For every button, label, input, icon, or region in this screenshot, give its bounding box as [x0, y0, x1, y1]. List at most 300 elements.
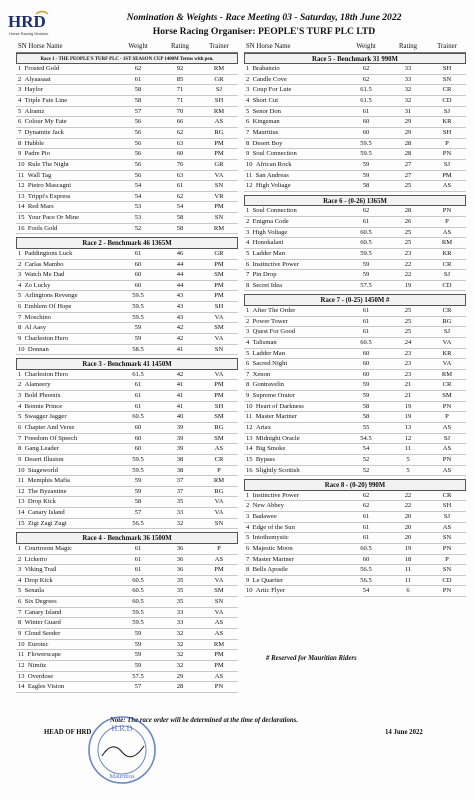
- entry-sn: 4: [18, 97, 22, 105]
- header-weight: Weight: [356, 43, 376, 50]
- entry-sn: 5: [18, 107, 22, 115]
- entry-sn: 10: [246, 587, 253, 595]
- entry-trainer: RM: [213, 477, 225, 485]
- entry-rating: 32: [176, 519, 184, 527]
- entry-row: [244, 466, 466, 477]
- entry-row: [16, 672, 238, 683]
- entry-weight: 59.5: [132, 455, 144, 463]
- entry-weight: 60: [362, 360, 370, 368]
- entry-horse-name: Secret Idea: [252, 281, 283, 289]
- entry-trainer: CD: [442, 97, 452, 105]
- entry-rating: 61: [176, 182, 184, 190]
- entry-horse-name: Winter Guard: [24, 619, 61, 627]
- entry-horse-name: Fools Gold: [27, 224, 58, 232]
- header-rating: Rating: [398, 43, 418, 50]
- entry-rating: 21: [404, 392, 412, 400]
- entry-horse-name: Wall Tag: [27, 171, 52, 179]
- entry-sn: 4: [246, 239, 250, 247]
- sn-horse-cell: [16, 412, 116, 422]
- entry-sn: 7: [18, 608, 22, 616]
- entry-row: [16, 323, 238, 334]
- sn-horse-cell: [244, 491, 344, 501]
- entry-rating: 23: [404, 360, 412, 368]
- entry-horse-name: Rule The Night: [27, 160, 69, 168]
- entry-weight: 54: [134, 182, 142, 190]
- sn-horse-cell: [16, 608, 116, 618]
- entry-row: [16, 497, 238, 508]
- entry-weight: 60: [362, 555, 370, 563]
- entry-rating: 46: [176, 249, 184, 257]
- entry-trainer: AS: [214, 445, 224, 453]
- entry-weight: 54: [362, 445, 370, 453]
- entry-trainer: SM: [214, 587, 224, 595]
- entry-horse-name: Drop Kick: [24, 576, 53, 584]
- entry-rating: 35: [176, 576, 184, 584]
- entry-rating: 20: [404, 512, 412, 520]
- entry-trainer: SH: [442, 502, 452, 510]
- entry-row: [16, 281, 238, 292]
- entry-sn: 1: [18, 249, 22, 257]
- race-title: Race 2 - Benchmark 46 1365M: [16, 237, 238, 249]
- entry-trainer: SM: [214, 271, 224, 279]
- entry-horse-name: Supreme Orator: [252, 392, 295, 400]
- sn-horse-cell: [16, 519, 116, 529]
- entry-weight: 59.5: [132, 292, 144, 300]
- entry-sn: 10: [246, 160, 253, 168]
- entry-horse-name: Arlingtons Revenge: [24, 292, 78, 300]
- entry-row: [244, 338, 466, 349]
- entry-sn: 9: [246, 576, 250, 584]
- sn-horse-cell: [244, 75, 344, 85]
- entry-sn: 7: [18, 434, 22, 442]
- entry-sn: 9: [18, 335, 22, 343]
- sn-horse-cell: [16, 192, 116, 202]
- entry-horse-name: Desert Illusion: [24, 455, 64, 463]
- entry-sn: 4: [18, 576, 22, 584]
- entry-row: [244, 217, 466, 228]
- entry-weight: 60.5: [132, 587, 144, 595]
- entry-sn: 2: [18, 381, 22, 389]
- entry-weight: 59.5: [132, 608, 144, 616]
- entry-rating: 25: [404, 182, 412, 190]
- entry-weight: 59.5: [132, 466, 144, 474]
- sn-horse-cell: [244, 444, 344, 454]
- entry-sn: 8: [18, 139, 22, 147]
- entry-weight: 53: [134, 214, 142, 222]
- entry-row: [16, 455, 238, 466]
- entry-horse-name: Canary Island: [24, 608, 62, 616]
- sn-horse-cell: [244, 317, 344, 327]
- entry-horse-name: Candle Cove: [252, 75, 287, 83]
- entry-row: [244, 544, 466, 555]
- entry-row: [16, 412, 238, 423]
- entry-sn: 12: [246, 182, 253, 190]
- entry-weight: 56.5: [360, 566, 372, 574]
- sn-horse-cell: [244, 512, 344, 522]
- entry-trainer: VA: [214, 509, 224, 517]
- header-sn-name: [244, 42, 344, 52]
- sn-horse-cell: [16, 117, 116, 127]
- entry-row: [244, 249, 466, 260]
- sn-horse-cell: [244, 117, 344, 127]
- entry-rating: 28: [404, 139, 412, 147]
- entry-trainer: AS: [442, 523, 452, 531]
- sn-horse-cell: [244, 338, 344, 348]
- entry-horse-name: Paddingtons Luck: [24, 249, 73, 257]
- entry-weight: 61: [362, 534, 370, 542]
- sn-horse-cell: [16, 224, 116, 234]
- entry-trainer: SN: [442, 566, 452, 574]
- entry-weight: 60.5: [132, 576, 144, 584]
- entry-trainer: SJ: [215, 86, 223, 94]
- entry-sn: 3: [246, 228, 250, 236]
- entry-row: [244, 181, 466, 192]
- column-header: [16, 42, 238, 53]
- entry-horse-name: High Voltage: [255, 182, 291, 190]
- entry-row: [16, 181, 238, 192]
- entry-trainer: CD: [442, 576, 452, 584]
- entry-trainer: RG: [442, 317, 452, 325]
- entry-sn: 14: [18, 509, 25, 517]
- entry-sn: 5: [246, 107, 250, 115]
- entry-row: [16, 171, 238, 182]
- entry-row: [16, 423, 238, 434]
- entry-trainer: SJ: [443, 160, 451, 168]
- header-name: Horse Name: [256, 43, 291, 50]
- entry-sn: 16: [246, 466, 253, 474]
- entry-horse-name: Talisman: [252, 338, 277, 346]
- entry-rating: 29: [176, 672, 184, 680]
- entry-trainer: SH: [214, 303, 224, 311]
- entry-rating: 25: [404, 317, 412, 325]
- entry-sn: 6: [246, 360, 250, 368]
- entry-horse-name: Brabanzio: [252, 65, 280, 73]
- entry-trainer: RG: [214, 128, 224, 136]
- sn-horse-cell: [244, 260, 344, 270]
- sn-horse-cell: [16, 402, 116, 412]
- entry-rating: 62: [176, 192, 184, 200]
- sn-horse-cell: [16, 96, 116, 106]
- entry-trainer: KR: [442, 249, 452, 257]
- entry-weight: 61: [134, 392, 142, 400]
- entry-rating: 22: [404, 502, 412, 510]
- sn-horse-cell: [16, 149, 116, 159]
- entry-sn: 3: [18, 392, 22, 400]
- stamp-top-text: H.R.D: [111, 724, 133, 733]
- entry-rating: 6: [406, 587, 410, 595]
- entry-weight: 56: [134, 150, 142, 158]
- entry-row: [244, 412, 466, 423]
- entry-sn: 10: [18, 466, 25, 474]
- entry-row: [16, 476, 238, 487]
- entry-weight: 61: [134, 544, 142, 552]
- entry-weight: 56: [134, 139, 142, 147]
- sn-horse-cell: [16, 128, 116, 138]
- entry-row: [16, 128, 238, 139]
- entry-sn: 9: [18, 150, 22, 158]
- entry-weight: 54: [362, 587, 370, 595]
- entry-sn: 13: [18, 672, 25, 680]
- entry-trainer: SJ: [443, 328, 451, 336]
- entry-rating: 58: [176, 214, 184, 222]
- sn-horse-cell: [244, 391, 344, 401]
- entry-sn: 3: [246, 512, 250, 520]
- entry-horse-name: Bypass: [255, 455, 275, 463]
- entry-rating: 37: [176, 477, 184, 485]
- sn-horse-cell: [244, 128, 344, 138]
- entry-row: [16, 618, 238, 629]
- entry-trainer: RG: [214, 424, 224, 431]
- entry-horse-name: Intothemystic: [252, 534, 289, 542]
- entry-rating: 29: [404, 118, 412, 126]
- entry-weight: 59: [134, 324, 142, 332]
- entry-sn: 10: [246, 402, 253, 410]
- entry-trainer: PN: [442, 544, 452, 552]
- entry-rating: 27: [404, 171, 412, 179]
- entry-rating: 41: [176, 345, 184, 353]
- entry-rating: 36: [176, 555, 184, 563]
- entry-row: [244, 327, 466, 338]
- entry-trainer: AS: [442, 445, 452, 453]
- entry-sn: 5: [246, 534, 250, 542]
- entry-row: [16, 107, 238, 118]
- entry-horse-name: Heart of Darkness: [255, 402, 304, 410]
- entry-sn: 13: [246, 434, 253, 442]
- entry-rating: 66: [176, 118, 184, 126]
- entry-horse-name: Pin Drop: [252, 271, 277, 279]
- entry-trainer: RM: [441, 370, 453, 378]
- entry-weight: 58: [362, 402, 370, 410]
- sn-horse-cell: [16, 434, 116, 444]
- entry-horse-name: Pietro Mascagni: [27, 182, 71, 190]
- entry-trainer: RM: [213, 640, 225, 648]
- entry-weight: 60: [134, 424, 142, 431]
- sn-horse-cell: [16, 672, 116, 682]
- entry-weight: 60: [134, 271, 142, 279]
- entry-rating: 92: [176, 65, 184, 73]
- entry-horse-name: Xenon: [252, 370, 271, 378]
- entry-horse-name: Soul Connection: [252, 150, 297, 158]
- entry-sn: 8: [18, 619, 22, 627]
- entry-rating: 28: [176, 683, 184, 691]
- entry-weight: 57.5: [360, 281, 372, 289]
- entry-trainer: SM: [214, 413, 224, 421]
- entry-row: [244, 317, 466, 328]
- entry-trainer: RG: [214, 487, 224, 495]
- entry-horse-name: Desert Boy: [252, 139, 283, 147]
- sn-horse-cell: [244, 181, 344, 191]
- entry-horse-name: Al Aasy: [24, 324, 47, 332]
- entry-trainer: PN: [442, 150, 452, 158]
- entry-trainer: GR: [214, 160, 224, 168]
- entry-horse-name: Slightly Scottish: [255, 466, 300, 474]
- sn-horse-cell: [244, 281, 344, 291]
- entry-weight: 61: [134, 249, 142, 257]
- entry-row: [244, 260, 466, 271]
- entry-trainer: VA: [214, 335, 224, 343]
- entry-horse-name: San Andreas: [255, 171, 289, 179]
- entry-rating: 43: [176, 303, 184, 311]
- entry-rating: 58: [176, 224, 184, 232]
- entry-trainer: CR: [442, 260, 452, 268]
- entry-row: [244, 206, 466, 217]
- entry-trainer: CR: [442, 86, 452, 94]
- entry-sn: 7: [246, 128, 250, 136]
- entry-trainer: CR: [442, 491, 452, 499]
- entry-row: [16, 75, 238, 86]
- entry-weight: 61: [362, 306, 370, 314]
- entry-trainer: RM: [213, 107, 225, 115]
- entry-trainer: AS: [442, 182, 452, 190]
- entry-trainer: SN: [442, 534, 452, 542]
- entry-sn: 15: [246, 455, 253, 463]
- entry-weight: 61: [134, 555, 142, 563]
- entry-sn: 6: [18, 118, 22, 126]
- entry-horse-name: Bonnie Prince: [24, 402, 63, 410]
- entry-horse-name: Senor Don: [252, 107, 281, 115]
- entry-weight: 54.5: [360, 434, 372, 442]
- entry-trainer: SJ: [443, 107, 451, 115]
- entry-trainer: P: [445, 217, 449, 225]
- entry-rating: 39: [176, 445, 184, 453]
- entry-row: [244, 238, 466, 249]
- entry-rating: 19: [404, 281, 412, 289]
- entry-sn: 7: [246, 555, 250, 563]
- entry-rating: 20: [404, 534, 412, 542]
- entry-trainer: AS: [442, 424, 452, 431]
- race-title: Race 4 - Benchmark 36 1500M: [16, 532, 238, 544]
- entry-row: [244, 359, 466, 370]
- hrd-stamp-icon: [84, 712, 160, 788]
- entry-sn: 12: [18, 487, 25, 495]
- entry-horse-name: Sacred Night: [252, 360, 288, 368]
- entry-trainer: KR: [442, 118, 452, 126]
- entry-sn: 4: [246, 338, 250, 346]
- race-title: Race 7 - (0-25) 1450M #: [244, 294, 466, 306]
- entry-sn: 4: [18, 281, 22, 289]
- entry-trainer: SN: [214, 598, 224, 606]
- entry-row: [16, 544, 238, 555]
- entry-rating: 25: [404, 239, 412, 247]
- entry-sn: 2: [18, 260, 22, 268]
- entry-horse-name: Overdose: [27, 672, 54, 680]
- entry-horse-name: Hubble: [24, 139, 45, 147]
- entry-row: [16, 260, 238, 271]
- entry-trainer: PM: [214, 392, 224, 400]
- entry-weight: 59: [134, 630, 142, 638]
- entry-row: [244, 434, 466, 445]
- entry-sn: 2: [18, 75, 22, 83]
- entry-trainer: VA: [214, 608, 224, 616]
- entry-weight: 60: [362, 128, 370, 136]
- entry-rating: 19: [404, 402, 412, 410]
- entry-row: [16, 508, 238, 519]
- entry-horse-name: Watch Me Dad: [24, 271, 65, 279]
- entry-trainer: PM: [214, 651, 224, 659]
- entry-weight: 59: [362, 260, 370, 268]
- entry-sn: 15: [18, 214, 25, 222]
- entry-horse-name: High Voltage: [252, 228, 288, 236]
- sn-horse-cell: [244, 206, 344, 216]
- issue-date: 14 June 2022: [385, 729, 423, 736]
- entry-trainer: RM: [213, 224, 225, 232]
- entry-horse-name: Stageworld: [27, 466, 58, 474]
- entry-trainer: PM: [214, 292, 224, 300]
- entry-horse-name: Le Quartier: [252, 576, 284, 584]
- entry-weight: 61.5: [360, 86, 372, 94]
- stamp-bottom-text: Mauritius: [109, 773, 135, 780]
- entry-row: [16, 160, 238, 171]
- entry-sn: 11: [18, 171, 25, 179]
- entry-rating: 19: [404, 413, 412, 421]
- entry-row: [16, 519, 238, 530]
- entry-trainer: SN: [442, 75, 452, 83]
- entry-row: [244, 349, 466, 360]
- entry-horse-name: Zo Lucky: [24, 281, 51, 289]
- entry-row: [16, 597, 238, 608]
- entry-weight: 59.5: [132, 619, 144, 627]
- entry-rating: 42: [176, 324, 184, 332]
- entry-horse-name: Your Pace Or Mine: [27, 214, 80, 222]
- sn-horse-cell: [16, 370, 116, 380]
- entry-row: [16, 213, 238, 224]
- sn-horse-cell: [244, 402, 344, 412]
- entry-weight: 56.5: [360, 576, 372, 584]
- entry-trainer: SH: [214, 402, 224, 410]
- sn-horse-cell: [16, 455, 116, 465]
- entry-horse-name: Canary Island: [27, 509, 65, 517]
- sn-horse-cell: [16, 650, 116, 660]
- entry-weight: 60.5: [360, 239, 372, 247]
- entry-horse-name: Badawee: [252, 512, 277, 520]
- entry-horse-name: Coup For Lute: [252, 86, 292, 94]
- entry-horse-name: The Byzantine: [27, 487, 67, 495]
- header-name: Horse Name: [28, 43, 63, 50]
- sn-horse-cell: [16, 618, 116, 628]
- sn-horse-cell: [16, 544, 116, 554]
- entry-row: [244, 586, 466, 597]
- entry-weight: 58: [134, 97, 142, 105]
- entry-weight: 62: [362, 502, 370, 510]
- sn-horse-cell: [16, 181, 116, 191]
- entry-sn: 13: [18, 498, 25, 506]
- entry-horse-name: After The Order: [252, 306, 296, 314]
- entry-horse-name: Artic Flyer: [255, 587, 286, 595]
- entry-weight: 61: [134, 75, 142, 83]
- entry-row: [244, 107, 466, 118]
- sn-horse-cell: [16, 661, 116, 671]
- entry-horse-name: Majestic Moon: [252, 544, 293, 552]
- entry-sn: 7: [246, 271, 250, 279]
- entry-weight: 62: [362, 75, 370, 83]
- entry-horse-name: Viking Trail: [24, 566, 57, 574]
- entry-row: [244, 64, 466, 75]
- sn-horse-cell: [244, 270, 344, 280]
- column-header: [244, 42, 466, 53]
- sn-horse-cell: [16, 75, 116, 85]
- sn-horse-cell: [16, 565, 116, 575]
- entry-trainer: CR: [442, 381, 452, 389]
- entry-trainer: PN: [442, 587, 452, 595]
- entry-rating: 11: [404, 445, 412, 453]
- entry-rating: 35: [176, 598, 184, 606]
- sn-horse-cell: [16, 323, 116, 333]
- entry-rating: 13: [404, 424, 412, 431]
- sn-horse-cell: [16, 466, 116, 476]
- sn-horse-cell: [16, 291, 116, 301]
- entry-horse-name: Courtroom Magic: [24, 544, 73, 552]
- entry-rating: 5: [406, 455, 410, 463]
